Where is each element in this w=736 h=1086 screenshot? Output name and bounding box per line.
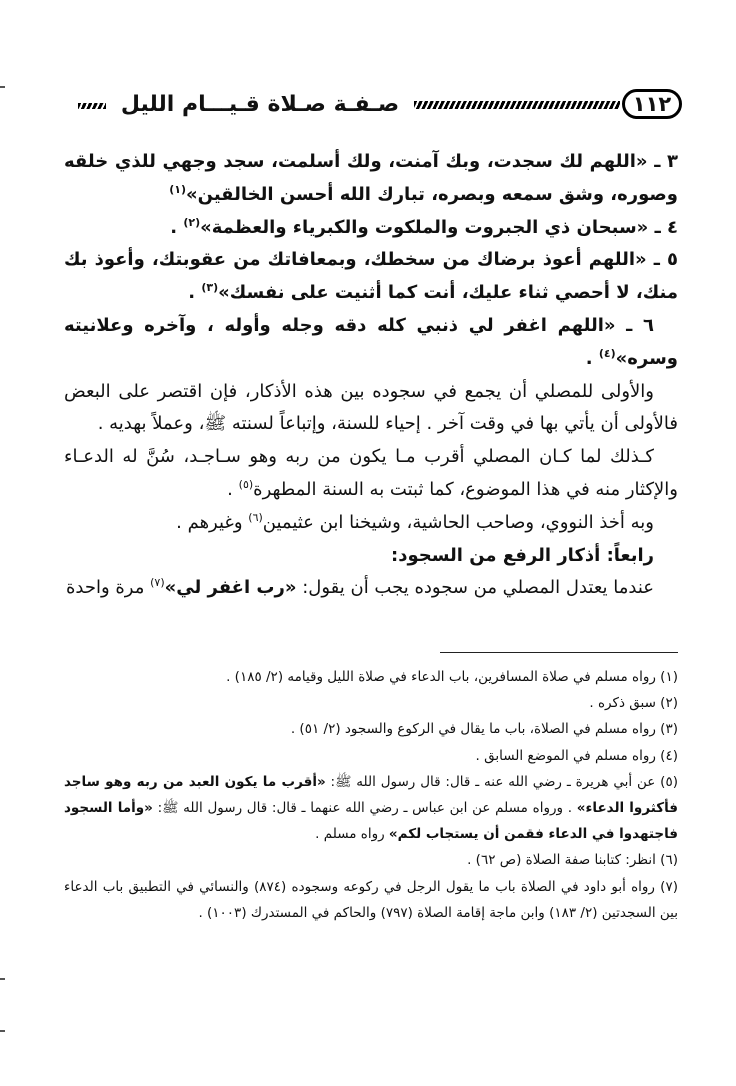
footnotes: [64, 664, 678, 926]
footnote-2: (٢) سبق ذكره .: [589, 695, 678, 712]
dua-4: ٤ ـ «سبحان ذي الجبروت والملكوت والكبرياء والعظمة»$^{(٢)}$ .: [170, 215, 678, 238]
paragraph-scholars: وبه أخذ النووي، وصاحب الحاشية، وشيخنا ابن عثيمين$^{(٦)}$ وغيرهم .: [176, 510, 654, 533]
paragraph-supplication-in-sujud: كـذلك لما كـان المصلي أقرب مـا يكون من ربه وهو سـاجـد، سُنَّ له الدعـاء والإكثار منه في هذا الموضوع، كما ثبتت به السنة المطهرة$^{(٥)}$ .: [64, 446, 678, 500]
footnote-ref[interactable]: (٢): [183, 215, 201, 229]
paragraph-combining-adhkar: والأولى للمصلي أن يجمع في سجوده بين هذه الأذكار، فإن اقتصر على البعض فالأولى أن يأتي بها في وقت آخر . إحياء للسنة، وإتباعاً لسنته ﷺ، وعملاً بهديه .: [64, 380, 678, 435]
dua-3: ٣ ـ «اللهم لك سجدت، وبك آمنت، ولك أسلمت، سجد وجهي للذي خلقه وصوره، وشق سمعه وبصره، تبارك الله أحسن الخالقين»$^{(١)}$: [64, 151, 678, 205]
section-heading: رابعاً: أذكار الرفع من السجود:: [391, 544, 654, 566]
dua-6: ٦ ـ «اللهم اغفر لي ذنبي كله دقه وجله وأوله ، وآخره وعلانيته وسره»$^{(٤)}$ .: [64, 314, 678, 369]
footnote-separator: [440, 652, 678, 653]
header-ornament-end: [78, 103, 106, 109]
footnote-4: (٤) رواه مسلم في الموضع السابق .: [475, 747, 678, 764]
page-number: ١١٢: [622, 89, 682, 119]
margin-mark: [0, 86, 5, 88]
dua-5: ٥ ـ «اللهم أعوذ برضاك من سخطك، وبمعافاتك من عقوبتك، وأعوذ بك منك، لا أحصي ثناء عليك، أنت كما أثنيت على نفسك»$^{(٣)}$ .: [64, 249, 678, 304]
footnote-7: (٧) رواه أبو داود في الصلاة باب ما يقول الرجل في ركوعه وسجوده (٨٧٤) والنسائي في التطبيق باب الدعاء بين السجدتين (٢/ ١٨٣) وابن ماجة إقامة الصلاة (٧٩٧) والحاكم في المستدرك (١٠٠٣) .: [64, 878, 678, 921]
footnote-ref[interactable]: (١): [169, 182, 186, 196]
margin-mark: [0, 978, 5, 980]
main-text: [64, 146, 678, 605]
footnote-6: (٦) انظر: كتابنا صفة الصلاة (ص ٦٢) .: [467, 852, 678, 869]
footnote-1: (١) رواه مسلم في صلاة المسافرين، باب الدعاء في صلاة الليل وقيامه (٢/ ١٨٥) .: [226, 669, 678, 685]
paragraph-rising-from-sujud: عندما يعتدل المصلي من سجوده يجب أن يقول: «رب اغفر لي»$^{(٧)}$ مرة واحدة: [65, 576, 654, 599]
running-title: صـفـة صـلاة قـيـــام الليل: [120, 92, 400, 117]
footnote-ref[interactable]: (٥): [238, 477, 254, 491]
footnote-ref[interactable]: (٣): [201, 281, 219, 295]
footnote-ref[interactable]: (٤): [598, 346, 616, 360]
margin-mark: [0, 1030, 5, 1032]
footnote-5: (٥) عن أبي هريرة ـ رضي الله عنه ـ قال: قال رسول الله ﷺ: «أقرب ما يكون العبد من ربه وهو ساجد فأكثروا الدعاء» . ورواه مسلم عن ابن عباس ـ رضي الله عنهما ـ قال: قال رسول الله ﷺ: «وأما السجود فاجتهدوا في الدعاء فقمن أن يستجاب لكم» رواه مسلم .: [64, 773, 678, 843]
running-header: [78, 88, 684, 124]
footnote-ref[interactable]: (٧): [150, 576, 165, 590]
footnote-3: (٣) رواه مسلم في الصلاة، باب ما يقال في الركوع والسجود (٢/ ٥١) .: [290, 721, 678, 738]
footnote-ref[interactable]: (٦): [248, 510, 263, 524]
header-ornament-rule: [414, 101, 620, 109]
